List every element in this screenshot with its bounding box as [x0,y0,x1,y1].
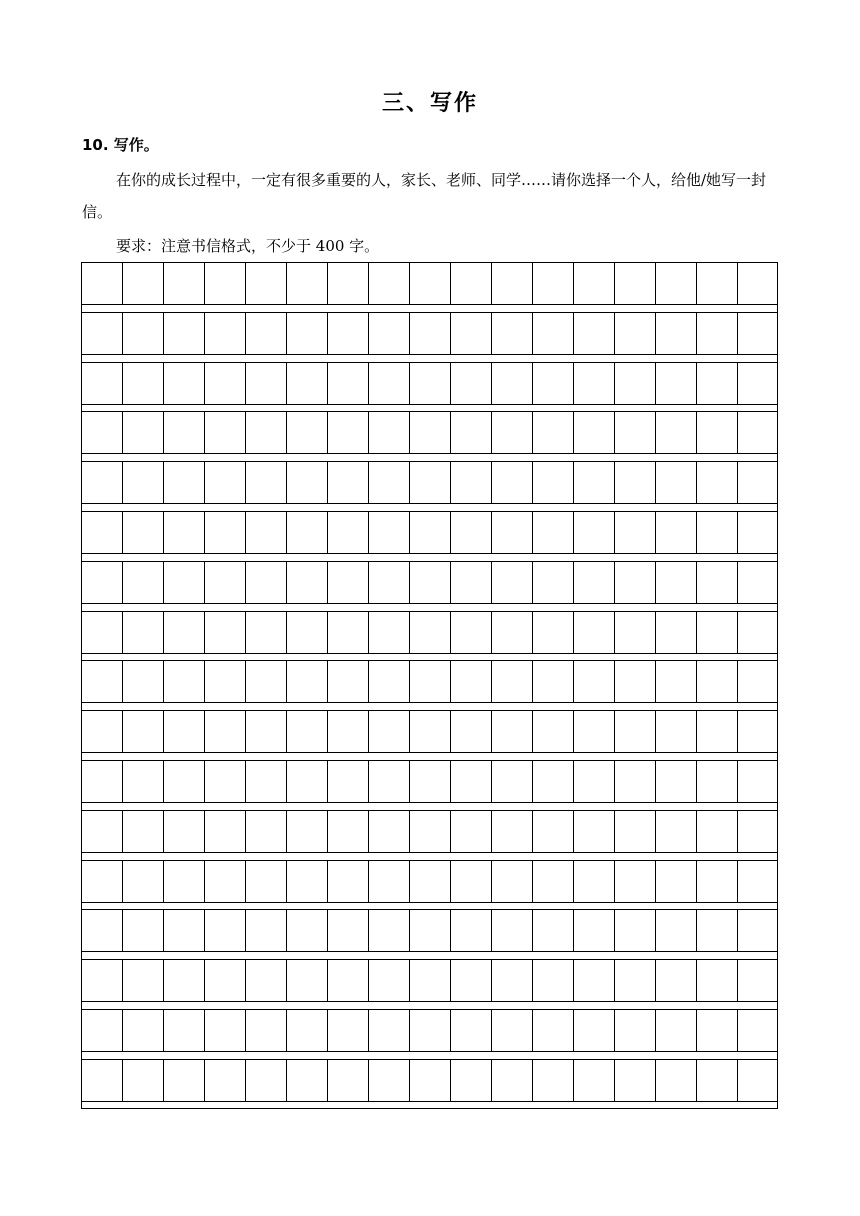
grid-cell[interactable] [246,711,287,752]
grid-cell[interactable] [697,263,738,304]
grid-cell[interactable] [164,612,205,653]
grid-cell[interactable] [533,512,574,553]
grid-cell[interactable] [451,512,492,553]
grid-cell[interactable] [205,313,246,354]
grid-cell[interactable] [533,811,574,852]
grid-row [82,561,777,604]
grid-cell[interactable] [369,960,410,1001]
grid-row [82,959,777,1002]
grid-cell[interactable] [369,363,410,404]
grid-cell[interactable] [123,960,164,1001]
grid-cell[interactable] [287,1060,328,1101]
grid-cell[interactable] [656,761,697,802]
grid-cell[interactable] [656,412,697,453]
grid-cell[interactable] [451,861,492,902]
grid-cell[interactable] [410,1010,451,1051]
grid-cell[interactable] [574,811,615,852]
grid-cell[interactable] [287,711,328,752]
grid-cell[interactable] [328,761,369,802]
grid-cell[interactable] [615,562,656,603]
grid-cell[interactable] [615,313,656,354]
grid-cell[interactable] [205,412,246,453]
grid-cell[interactable] [492,1010,533,1051]
grid-cell[interactable] [246,562,287,603]
grid-cell[interactable] [123,661,164,702]
grid-cell[interactable] [697,363,738,404]
grid-cell[interactable] [246,960,287,1001]
grid-cell[interactable] [656,512,697,553]
grid-cell[interactable] [451,661,492,702]
grid-cell[interactable] [246,1010,287,1051]
grid-cell[interactable] [369,313,410,354]
grid-cell[interactable] [615,1060,656,1101]
grid-cell[interactable] [410,412,451,453]
grid-cell[interactable] [369,1010,410,1051]
grid-cell[interactable] [410,711,451,752]
grid-cell[interactable] [410,661,451,702]
grid-cell[interactable] [574,761,615,802]
grid-cell[interactable] [615,512,656,553]
grid-cell[interactable] [246,462,287,503]
grid-cell[interactable] [164,910,205,951]
grid-cell[interactable] [615,1010,656,1051]
grid-cell[interactable] [533,960,574,1001]
grid-cell[interactable] [123,313,164,354]
grid-cell[interactable] [574,661,615,702]
grid-cell[interactable] [246,612,287,653]
grid-cell[interactable] [574,861,615,902]
grid-cell[interactable] [697,861,738,902]
grid-cell[interactable] [615,363,656,404]
grid-cell[interactable] [615,811,656,852]
grid-row [82,860,777,903]
grid-cell[interactable] [574,462,615,503]
grid-cell[interactable] [205,761,246,802]
grid-cell[interactable] [451,1010,492,1051]
grid-cell[interactable] [123,910,164,951]
grid-cell[interactable] [451,363,492,404]
grid-cell[interactable] [369,462,410,503]
grid-cell[interactable] [287,910,328,951]
grid-cell[interactable] [123,462,164,503]
grid-cell[interactable] [287,661,328,702]
grid-cell[interactable] [164,412,205,453]
grid-cell[interactable] [82,1060,123,1101]
grid-row [82,312,777,355]
grid-cell[interactable] [492,861,533,902]
grid-cell[interactable] [246,861,287,902]
grid-cell[interactable] [656,313,697,354]
grid-cell[interactable] [451,761,492,802]
grid-cell[interactable] [492,462,533,503]
grid-cell[interactable] [82,462,123,503]
grid-cell[interactable] [492,811,533,852]
grid-cell[interactable] [697,313,738,354]
grid-cell[interactable] [451,562,492,603]
grid-cell[interactable] [246,363,287,404]
grid-cell[interactable] [82,811,123,852]
grid-cell[interactable] [123,363,164,404]
grid-cell[interactable] [574,612,615,653]
grid-cell[interactable] [697,462,738,503]
grid-cell[interactable] [410,910,451,951]
grid-cell[interactable] [574,562,615,603]
grid-cell[interactable] [164,960,205,1001]
grid-cell[interactable] [656,661,697,702]
grid-cell[interactable] [656,811,697,852]
grid-cell[interactable] [697,811,738,852]
grid-cell[interactable] [205,661,246,702]
grid-cell[interactable] [615,263,656,304]
grid-cell[interactable] [615,861,656,902]
grid-cell[interactable] [123,263,164,304]
grid-cell[interactable] [533,263,574,304]
grid-cell[interactable] [656,960,697,1001]
grid-cell[interactable] [615,412,656,453]
grid-cell[interactable] [574,1010,615,1051]
grid-cell[interactable] [615,960,656,1001]
question-paragraph: 在你的成长过程中，一定有很多重要的人，家长、老师、同学……请你选择一个人，给他/她写一封信。 [82,171,767,221]
grid-cell[interactable] [82,612,123,653]
grid-cell[interactable] [287,363,328,404]
grid-cell[interactable] [205,861,246,902]
grid-cell[interactable] [287,263,328,304]
grid-cell[interactable] [533,313,574,354]
grid-cell[interactable] [697,960,738,1001]
grid-cell[interactable] [451,1060,492,1101]
grid-cell[interactable] [656,910,697,951]
grid-cell[interactable] [205,612,246,653]
grid-cell[interactable] [533,363,574,404]
grid-cell[interactable] [164,562,205,603]
grid-cell[interactable] [574,711,615,752]
grid-cell[interactable] [287,512,328,553]
grid-cell[interactable] [287,462,328,503]
grid-cell[interactable] [533,1060,574,1101]
grid-cell[interactable] [697,1060,738,1101]
grid-row [82,263,777,305]
grid-cell[interactable] [656,861,697,902]
grid-cell[interactable] [410,861,451,902]
grid-cell[interactable] [123,711,164,752]
grid-cell[interactable] [369,1060,410,1101]
grid-cell[interactable] [697,1010,738,1051]
grid-cell[interactable] [533,462,574,503]
grid-cell[interactable] [82,363,123,404]
grid-cell[interactable] [205,512,246,553]
grid-cell[interactable] [451,711,492,752]
grid-cell[interactable] [328,811,369,852]
grid-cell[interactable] [123,1060,164,1101]
grid-cell[interactable] [164,1060,205,1101]
grid-cell[interactable] [615,910,656,951]
grid-cell[interactable] [492,612,533,653]
grid-cell[interactable] [328,263,369,304]
grid-cell[interactable] [656,612,697,653]
grid-cell[interactable] [328,412,369,453]
grid-cell[interactable] [82,263,123,304]
grid-cell[interactable] [205,711,246,752]
grid-cell[interactable] [164,462,205,503]
grid-cell[interactable] [328,910,369,951]
grid-cell[interactable] [697,562,738,603]
grid-cell[interactable] [82,512,123,553]
grid-cell[interactable] [164,711,205,752]
grid-cell[interactable] [164,1010,205,1051]
grid-cell[interactable] [574,1060,615,1101]
grid-row [82,1009,777,1052]
grid-cell[interactable] [492,661,533,702]
grid-cell[interactable] [492,1060,533,1101]
grid-cell[interactable] [410,462,451,503]
grid-cell[interactable] [410,512,451,553]
grid-cell[interactable] [287,960,328,1001]
grid-cell[interactable] [164,512,205,553]
grid-cell[interactable] [369,861,410,902]
grid-cell[interactable] [533,761,574,802]
grid-row [82,909,777,952]
grid-cell[interactable] [656,462,697,503]
grid-row [82,411,777,454]
grid-cell[interactable] [328,562,369,603]
grid-cell[interactable] [287,861,328,902]
grid-cell[interactable] [123,761,164,802]
grid-cell[interactable] [615,661,656,702]
grid-cell[interactable] [369,661,410,702]
grid-row [82,710,777,753]
grid-cell[interactable] [328,711,369,752]
grid-cell[interactable] [533,412,574,453]
grid-cell[interactable] [451,612,492,653]
grid-cell[interactable] [410,562,451,603]
grid-cell[interactable] [410,960,451,1001]
grid-cell[interactable] [246,313,287,354]
grid-cell[interactable] [328,1010,369,1051]
grid-cell[interactable] [492,711,533,752]
grid-cell[interactable] [410,263,451,304]
grid-cell[interactable] [451,313,492,354]
grid-cell[interactable] [205,363,246,404]
grid-cell[interactable] [369,910,410,951]
grid-cell[interactable] [697,910,738,951]
grid-cell[interactable] [123,562,164,603]
grid-cell[interactable] [287,811,328,852]
grid-cell[interactable] [492,910,533,951]
grid-cell[interactable] [369,512,410,553]
grid-cell[interactable] [205,1010,246,1051]
grid-cell[interactable] [82,960,123,1001]
grid-cell[interactable] [533,661,574,702]
grid-cell[interactable] [246,910,287,951]
grid-cell[interactable] [410,761,451,802]
grid-cell[interactable] [451,412,492,453]
grid-cell[interactable] [574,313,615,354]
grid-row [82,810,777,853]
grid-cell[interactable] [287,313,328,354]
grid-cell[interactable] [328,462,369,503]
grid-cell[interactable] [123,1010,164,1051]
grid-cell[interactable] [451,811,492,852]
grid-cell[interactable] [656,711,697,752]
grid-cell[interactable] [123,811,164,852]
grid-cell[interactable] [82,910,123,951]
grid-cell[interactable] [123,512,164,553]
grid-cell[interactable] [533,910,574,951]
writing-grid[interactable] [81,262,778,1109]
grid-cell[interactable] [287,612,328,653]
grid-cell[interactable] [328,512,369,553]
grid-cell[interactable] [82,661,123,702]
grid-cell[interactable] [82,861,123,902]
grid-cell[interactable] [164,861,205,902]
grid-cell[interactable] [410,612,451,653]
grid-cell[interactable] [164,661,205,702]
grid-cell[interactable] [369,612,410,653]
grid-cell[interactable] [697,512,738,553]
grid-cell[interactable] [656,1060,697,1101]
grid-cell[interactable] [492,313,533,354]
grid-cell[interactable] [164,263,205,304]
grid-cell[interactable] [82,1010,123,1051]
grid-cell[interactable] [164,363,205,404]
grid-row [82,660,777,703]
grid-cell[interactable] [82,313,123,354]
grid-cell[interactable] [656,1010,697,1051]
grid-cell[interactable] [123,861,164,902]
grid-cell[interactable] [205,1060,246,1101]
grid-cell[interactable] [410,811,451,852]
grid-cell[interactable] [369,412,410,453]
grid-cell[interactable] [328,661,369,702]
grid-cell[interactable] [451,263,492,304]
grid-cell[interactable] [492,761,533,802]
grid-cell[interactable] [287,562,328,603]
grid-cell[interactable] [451,462,492,503]
question-requirement: 要求：注意书信格式，不少于 400 字。 [116,237,380,255]
grid-row [82,611,777,654]
grid-cell[interactable] [615,711,656,752]
grid-cell[interactable] [205,462,246,503]
grid-cell[interactable] [574,263,615,304]
grid-cell[interactable] [164,313,205,354]
grid-cell[interactable] [246,761,287,802]
grid-cell[interactable] [82,412,123,453]
grid-cell[interactable] [287,1010,328,1051]
grid-cell[interactable] [410,1060,451,1101]
grid-cell[interactable] [451,910,492,951]
grid-cell[interactable] [369,761,410,802]
grid-cell[interactable] [287,761,328,802]
question-heading: 10. 写作。 [82,136,159,154]
grid-cell[interactable] [205,960,246,1001]
grid-cell[interactable] [123,612,164,653]
grid-cell[interactable] [574,960,615,1001]
grid-cell[interactable] [533,1010,574,1051]
grid-cell[interactable] [369,562,410,603]
grid-cell[interactable] [369,711,410,752]
grid-cell[interactable] [615,761,656,802]
grid-cell[interactable] [82,562,123,603]
grid-cell[interactable] [697,412,738,453]
grid-cell[interactable] [697,761,738,802]
grid-row [82,461,777,504]
grid-cell[interactable] [656,363,697,404]
grid-cell[interactable] [205,910,246,951]
grid-cell[interactable] [369,811,410,852]
grid-row [82,760,777,803]
grid-cell[interactable] [656,263,697,304]
grid-cell[interactable] [533,562,574,603]
grid-cell[interactable] [451,960,492,1001]
grid-cell[interactable] [533,612,574,653]
grid-cell[interactable] [205,562,246,603]
grid-cell[interactable] [328,313,369,354]
grid-cell[interactable] [492,363,533,404]
grid-cell[interactable] [164,811,205,852]
grid-cell[interactable] [246,1060,287,1101]
grid-cell[interactable] [533,711,574,752]
grid-cell[interactable] [246,412,287,453]
grid-cell[interactable] [246,263,287,304]
grid-cell[interactable] [697,661,738,702]
grid-cell[interactable] [697,612,738,653]
grid-cell[interactable] [492,263,533,304]
grid-cell[interactable] [164,761,205,802]
grid-cell[interactable] [410,363,451,404]
grid-cell[interactable] [574,363,615,404]
grid-cell[interactable] [574,412,615,453]
grid-cell[interactable] [492,512,533,553]
grid-cell[interactable] [492,562,533,603]
grid-cell[interactable] [492,412,533,453]
grid-row [82,1059,777,1102]
grid-cell[interactable] [328,861,369,902]
grid-cell[interactable] [328,363,369,404]
section-title: 三、写作 [381,91,478,116]
grid-cell[interactable] [287,412,328,453]
grid-cell[interactable] [574,512,615,553]
grid-cell[interactable] [656,562,697,603]
grid-cell[interactable] [410,313,451,354]
grid-cell[interactable] [492,960,533,1001]
grid-cell[interactable] [328,1060,369,1101]
grid-cell[interactable] [328,960,369,1001]
grid-cell[interactable] [123,412,164,453]
grid-cell[interactable] [615,612,656,653]
grid-cell[interactable] [697,711,738,752]
grid-cell[interactable] [205,263,246,304]
grid-cell[interactable] [246,811,287,852]
grid-row [82,362,777,405]
grid-row [82,511,777,554]
grid-cell[interactable] [615,462,656,503]
grid-cell[interactable] [246,512,287,553]
grid-cell[interactable] [369,263,410,304]
grid-cell[interactable] [82,761,123,802]
grid-cell[interactable] [328,612,369,653]
grid-cell[interactable] [533,861,574,902]
grid-cell[interactable] [246,661,287,702]
grid-cell[interactable] [82,711,123,752]
grid-cell[interactable] [574,910,615,951]
grid-cell[interactable] [205,811,246,852]
